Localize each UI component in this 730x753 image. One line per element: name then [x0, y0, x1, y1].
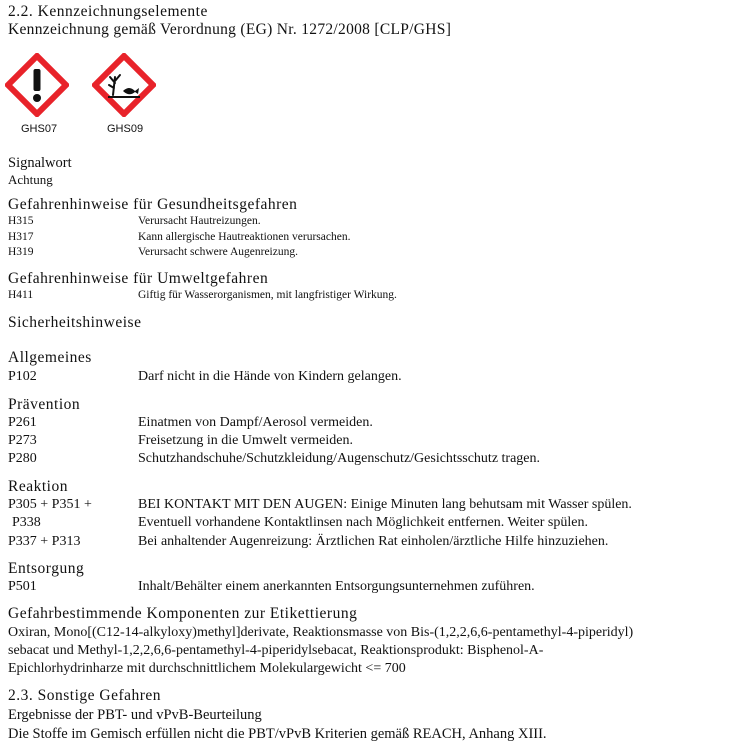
signal-word-heading: Signalwort [8, 155, 72, 171]
precaution-text: BEI KONTAKT MIT DEN AUGEN: Einige Minuten lang behutsam mit Wasser spülen. [138, 497, 632, 512]
general-heading: Allgemeines [8, 349, 92, 366]
precaution-text: Eventuell vorhandene Kontaktlinsen nach Möglichkeit entfernen. Weiter spülen. [138, 515, 588, 530]
precaution-code: P102 [8, 369, 37, 384]
reaction-heading: Reaktion [8, 478, 68, 495]
health-hazards-heading: Gefahrenhinweise für Gesundheitsgefahren [8, 196, 298, 213]
section-23-title: 2.3. Sonstige Gefahren [8, 687, 162, 704]
pictogram-code-ghs07: GHS07 [21, 123, 58, 135]
hazard-code: H315 [8, 215, 34, 227]
section-22-title: 2.2. Kennzeichnungselemente [8, 3, 208, 20]
precaution-code: P501 [8, 579, 37, 594]
precaution-code: P338 [12, 515, 41, 530]
disposal-heading: Entsorgung [8, 560, 85, 577]
hazard-text: Verursacht schwere Augenreizung. [138, 246, 298, 258]
precaution-code: P305 + P351 + [8, 497, 92, 512]
hazard-code: H317 [8, 231, 34, 243]
precaution-text: Inhalt/Behälter einem anerkannten Entsorgungsunternehmen zuführen. [138, 579, 535, 594]
precaution-code: P280 [8, 451, 37, 466]
hazard-code: H319 [8, 246, 34, 258]
section-23-subtitle: Ergebnisse der PBT- und vPvB-Beurteilung [8, 707, 262, 723]
precaution-code: P337 + P313 [8, 534, 81, 549]
section-22-subtitle: Kennzeichnung gemäß Verordnung (EG) Nr. 1272/2008 [CLP/GHS] [8, 21, 452, 38]
precaution-text: Schutzhandschuhe/Schutzkleidung/Augenschutz/Gesichtsschutz tragen. [138, 451, 541, 466]
hazard-text: Verursacht Hautreizungen. [138, 215, 261, 227]
section-23-text: Die Stoffe im Gemisch erfüllen nicht die PBT/vPvB Kriterien gemäß REACH, Anhang XIII. [8, 726, 547, 742]
precaution-text: Einatmen von Dampf/Aerosol vermeiden. [138, 415, 373, 430]
signal-word-value: Achtung [8, 172, 53, 187]
precaution-text: Bei anhaltender Augenreizung: Ärztlichen Rat einholen/ärztliche Hilfe hinzuziehen. [138, 534, 609, 549]
precaution-code: P261 [8, 415, 37, 430]
hazard-text: Giftig für Wasserorganismen, mit langfristiger Wirkung. [138, 289, 397, 301]
components-line: Oxiran, Mono[(C12-14-alkyloxy)methyl]derivate, Reaktionsmasse von Bis-(1,2,2,6,6-pentamethyl-4-piperidyl) [8, 625, 634, 640]
precaution-code: P273 [8, 433, 37, 448]
hazard-text: Kann allergische Hautreaktionen verursachen. [138, 231, 351, 243]
components-line: Epichlorhydrinharze mit durchschnittlichem Molekulargewicht <= 700 [8, 661, 406, 676]
components-line: sebacat und Methyl-1,2,2,6,6-pentamethyl-4-piperidylsebacat, Reaktionsprodukt: Bisphenol-A- [8, 643, 544, 658]
pictogram-code-ghs09: GHS09 [107, 123, 144, 135]
precaution-text: Freisetzung in die Umwelt vermeiden. [138, 433, 353, 448]
precautionary-heading: Sicherheitshinweise [8, 314, 142, 331]
components-heading: Gefahrbestimmende Komponenten zur Etikettierung [8, 605, 358, 622]
precaution-text: Darf nicht in die Hände von Kindern gelangen. [138, 369, 402, 384]
environment-pictogram-icon [92, 53, 156, 117]
hazard-code: H411 [8, 289, 34, 301]
prevention-heading: Prävention [8, 396, 81, 413]
env-hazards-heading: Gefahrenhinweise für Umweltgefahren [8, 270, 269, 287]
exclamation-mark-pictogram-icon [5, 53, 69, 117]
